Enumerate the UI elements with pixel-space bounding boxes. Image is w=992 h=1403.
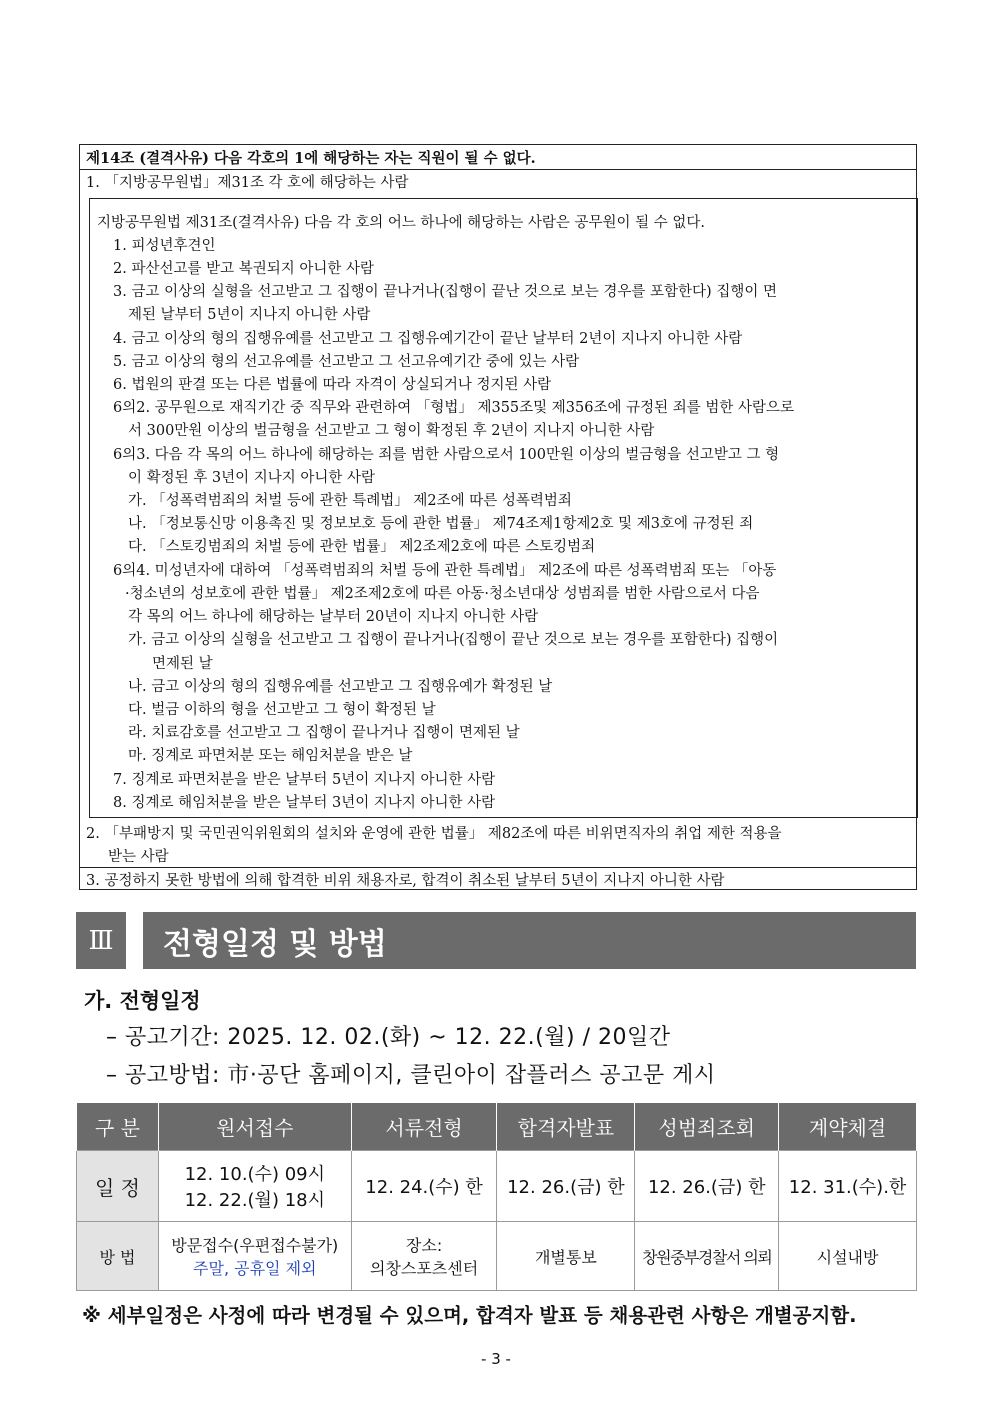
cell-result-method: 개별통보 xyxy=(497,1222,635,1291)
law-line: 1. 피성년후견인 xyxy=(113,238,216,254)
law-line: 6의3. 다음 각 목의 어느 하나에 해당하는 죄를 범한 사람으로서 100만원 이상의 벌금형을 선고받고 그 형 xyxy=(113,447,780,463)
law-line: 각 목의 어느 하나에 해당하는 날부터 20년이 지나지 아니한 사람 xyxy=(128,609,539,625)
row-label: 방 법 xyxy=(77,1222,159,1291)
cell-line: 방문접수(우편접수불가) xyxy=(171,1236,339,1255)
law-line: 8. 징계로 해임처분을 받은 날부터 3년이 지나지 아니한 사람 xyxy=(113,795,496,811)
item-2: 2. 「부패방지 및 국민권익위원회의 설치와 운영에 관한 법률」 제82조에 따른 비위면직자의 취업 제한 적용을 xyxy=(86,826,782,842)
cell-line-highlight: 주말, 공휴일 제외 xyxy=(193,1259,317,1278)
page-number: - 3 - xyxy=(481,1350,511,1368)
law-line: 이 확정된 후 3년이 지나지 아니한 사람 xyxy=(128,470,375,486)
law-line: 5. 금고 이상의 형의 선고유예를 선고받고 그 선고유예기간 중에 있는 사람 xyxy=(113,354,580,370)
law-line: 면제된 날 xyxy=(152,656,213,672)
header-crime-check: 성범죄조회 xyxy=(635,1103,779,1151)
cell-document-date: 12. 24.(수) 한 xyxy=(351,1151,497,1222)
law-line: 다. 벌금 이하의 형을 선고받고 그 형이 확정된 날 xyxy=(128,702,436,718)
law-line: 다. 「스토킹범죄의 처벌 등에 관한 법률」 제2조제2호에 따른 스토킹범죄 xyxy=(128,539,596,555)
cell-line: 12. 22.(월) 18시 xyxy=(184,1190,325,1211)
law-line: 6. 법원의 판결 또는 다른 법률에 따라 자격이 상실되거나 정지된 사람 xyxy=(113,377,552,393)
header-contract: 계약체결 xyxy=(779,1103,917,1151)
table-header-row xyxy=(77,1103,917,1151)
divider xyxy=(80,867,916,868)
table-row-method xyxy=(77,1222,917,1291)
law-line: 4. 금고 이상의 형의 집행유예를 선고받고 그 집행유예기간이 끝난 날부터 2년이 지나지 아니한 사람 xyxy=(113,331,743,347)
cell-contract-date: 12. 31.(수).한 xyxy=(779,1151,917,1222)
schedule-note: ※ 세부일정은 사정에 따라 변경될 수 있으며, 합격자 발표 등 채용관련 사항은 개별공지함. xyxy=(82,1304,857,1327)
eligibility-box xyxy=(79,144,917,890)
announcement-period: – 공고기간: 2025. 12. 02.(화) ~ 12. 22.(월) / 20일간 xyxy=(106,1025,671,1050)
law-excerpt-box xyxy=(89,198,918,818)
law-line: 3. 금고 이상의 실형을 선고받고 그 집행이 끝나거나(집행이 끝난 것으로 보는 경우를 포함한다) 집행이 면 xyxy=(113,284,777,300)
table-row-schedule xyxy=(77,1151,917,1222)
law-line: 7. 징계로 파면처분을 받은 날부터 5년이 지나지 아니한 사람 xyxy=(113,772,496,788)
cell-line: 장소: xyxy=(405,1236,443,1255)
law-line: 가. 금고 이상의 실형을 선고받고 그 집행이 끝나거나(집행이 끝난 것으로 보는 경우를 포함한다) 집행이 xyxy=(128,632,779,648)
announcement-method: – 공고방법: 市·공단 홈페이지, 클린아이 잡플러스 공고문 게시 xyxy=(106,1063,716,1088)
divider xyxy=(80,169,916,170)
law-line: 서 300만원 이상의 벌금형을 선고받고 그 형이 확정된 후 2년이 지나지 아니한 사람 xyxy=(128,423,655,439)
header-result-announcement: 합격자발표 xyxy=(497,1103,635,1151)
law-intro: 지방공무원법 제31조(결격사유) 다음 각 호의 어느 하나에 해당하는 사람은 공무원이 될 수 없다. xyxy=(97,215,705,231)
item-3: 3. 공정하지 못한 방법에 의해 합격한 비위 채용자로, 합격이 취소된 날부터 5년이 지나지 아니한 사람 xyxy=(86,873,725,889)
cell-crime-method: 창원중부경찰서 의뢰 xyxy=(635,1222,779,1291)
cell-result-date: 12. 26.(금) 한 xyxy=(497,1151,635,1222)
law-line: 나. 「정보통신망 이용촉진 및 정보보호 등에 관한 법률」 제74조제1항제2호 및 제3호에 규정된 죄 xyxy=(128,516,754,532)
cell-crime-date: 12. 26.(금) 한 xyxy=(635,1151,779,1222)
section-title: 전형일정 및 방법 xyxy=(143,912,916,969)
row-label: 일 정 xyxy=(77,1151,159,1222)
law-line: ·청소년의 성보호에 관한 법률」 제2조제2호에 따른 아동·청소년대상 성범죄를 범한 사람으로서 다음 xyxy=(125,586,760,602)
item-2-cont: 받는 사람 xyxy=(108,849,169,865)
header-document-screening: 서류전형 xyxy=(351,1103,497,1151)
law-line: 6의2. 공무원으로 재직기간 중 직무와 관련하여 「형법」 제355조및 제356조에 규정된 죄를 범한 사람으로 xyxy=(113,400,794,416)
subsection-heading: 가. 전형일정 xyxy=(84,989,201,1013)
cell-contract-method: 시설내방 xyxy=(779,1222,917,1291)
law-line: 가. 「성폭력범죄의 처벌 등에 관한 특례법」 제2조에 따른 성폭력범죄 xyxy=(128,493,572,509)
law-line: 나. 금고 이상의 형의 집행유예를 선고받고 그 집행유예가 확정된 날 xyxy=(128,679,553,695)
item-1: 1. 「지방공무원법」제31조 각 호에 해당하는 사람 xyxy=(86,175,409,191)
law-line: 6의4. 미성년자에 대하여 「성폭력범죄의 처벌 등에 관한 특례법」 제2조에 따른 성폭력범죄 또는 「아동 xyxy=(113,563,777,579)
law-line: 마. 징계로 파면처분 또는 해임처분을 받은 날 xyxy=(128,748,413,764)
header-application: 원서접수 xyxy=(158,1103,351,1151)
section-number: Ⅲ xyxy=(76,912,126,969)
cell-application-method xyxy=(158,1222,351,1291)
cell-line: 의창스포츠센터 xyxy=(369,1259,479,1278)
law-line: 2. 파산선고를 받고 복권되지 아니한 사람 xyxy=(113,261,374,277)
cell-document-method xyxy=(351,1222,497,1291)
law-line: 제된 날부터 5년이 지나지 아니한 사람 xyxy=(128,307,371,323)
cell-application-dates xyxy=(158,1151,351,1222)
law-line: 라. 치료감호를 선고받고 그 집행이 끝나거나 집행이 면제된 날 xyxy=(128,725,520,741)
article-14-heading: 제14조 (결격사유) 다음 각호의 1에 해당하는 자는 직원이 될 수 없다. xyxy=(86,150,536,167)
cell-line: 12. 10.(수) 09시 xyxy=(184,1164,325,1185)
schedule-table xyxy=(76,1103,917,1291)
header-category: 구 분 xyxy=(77,1103,159,1151)
